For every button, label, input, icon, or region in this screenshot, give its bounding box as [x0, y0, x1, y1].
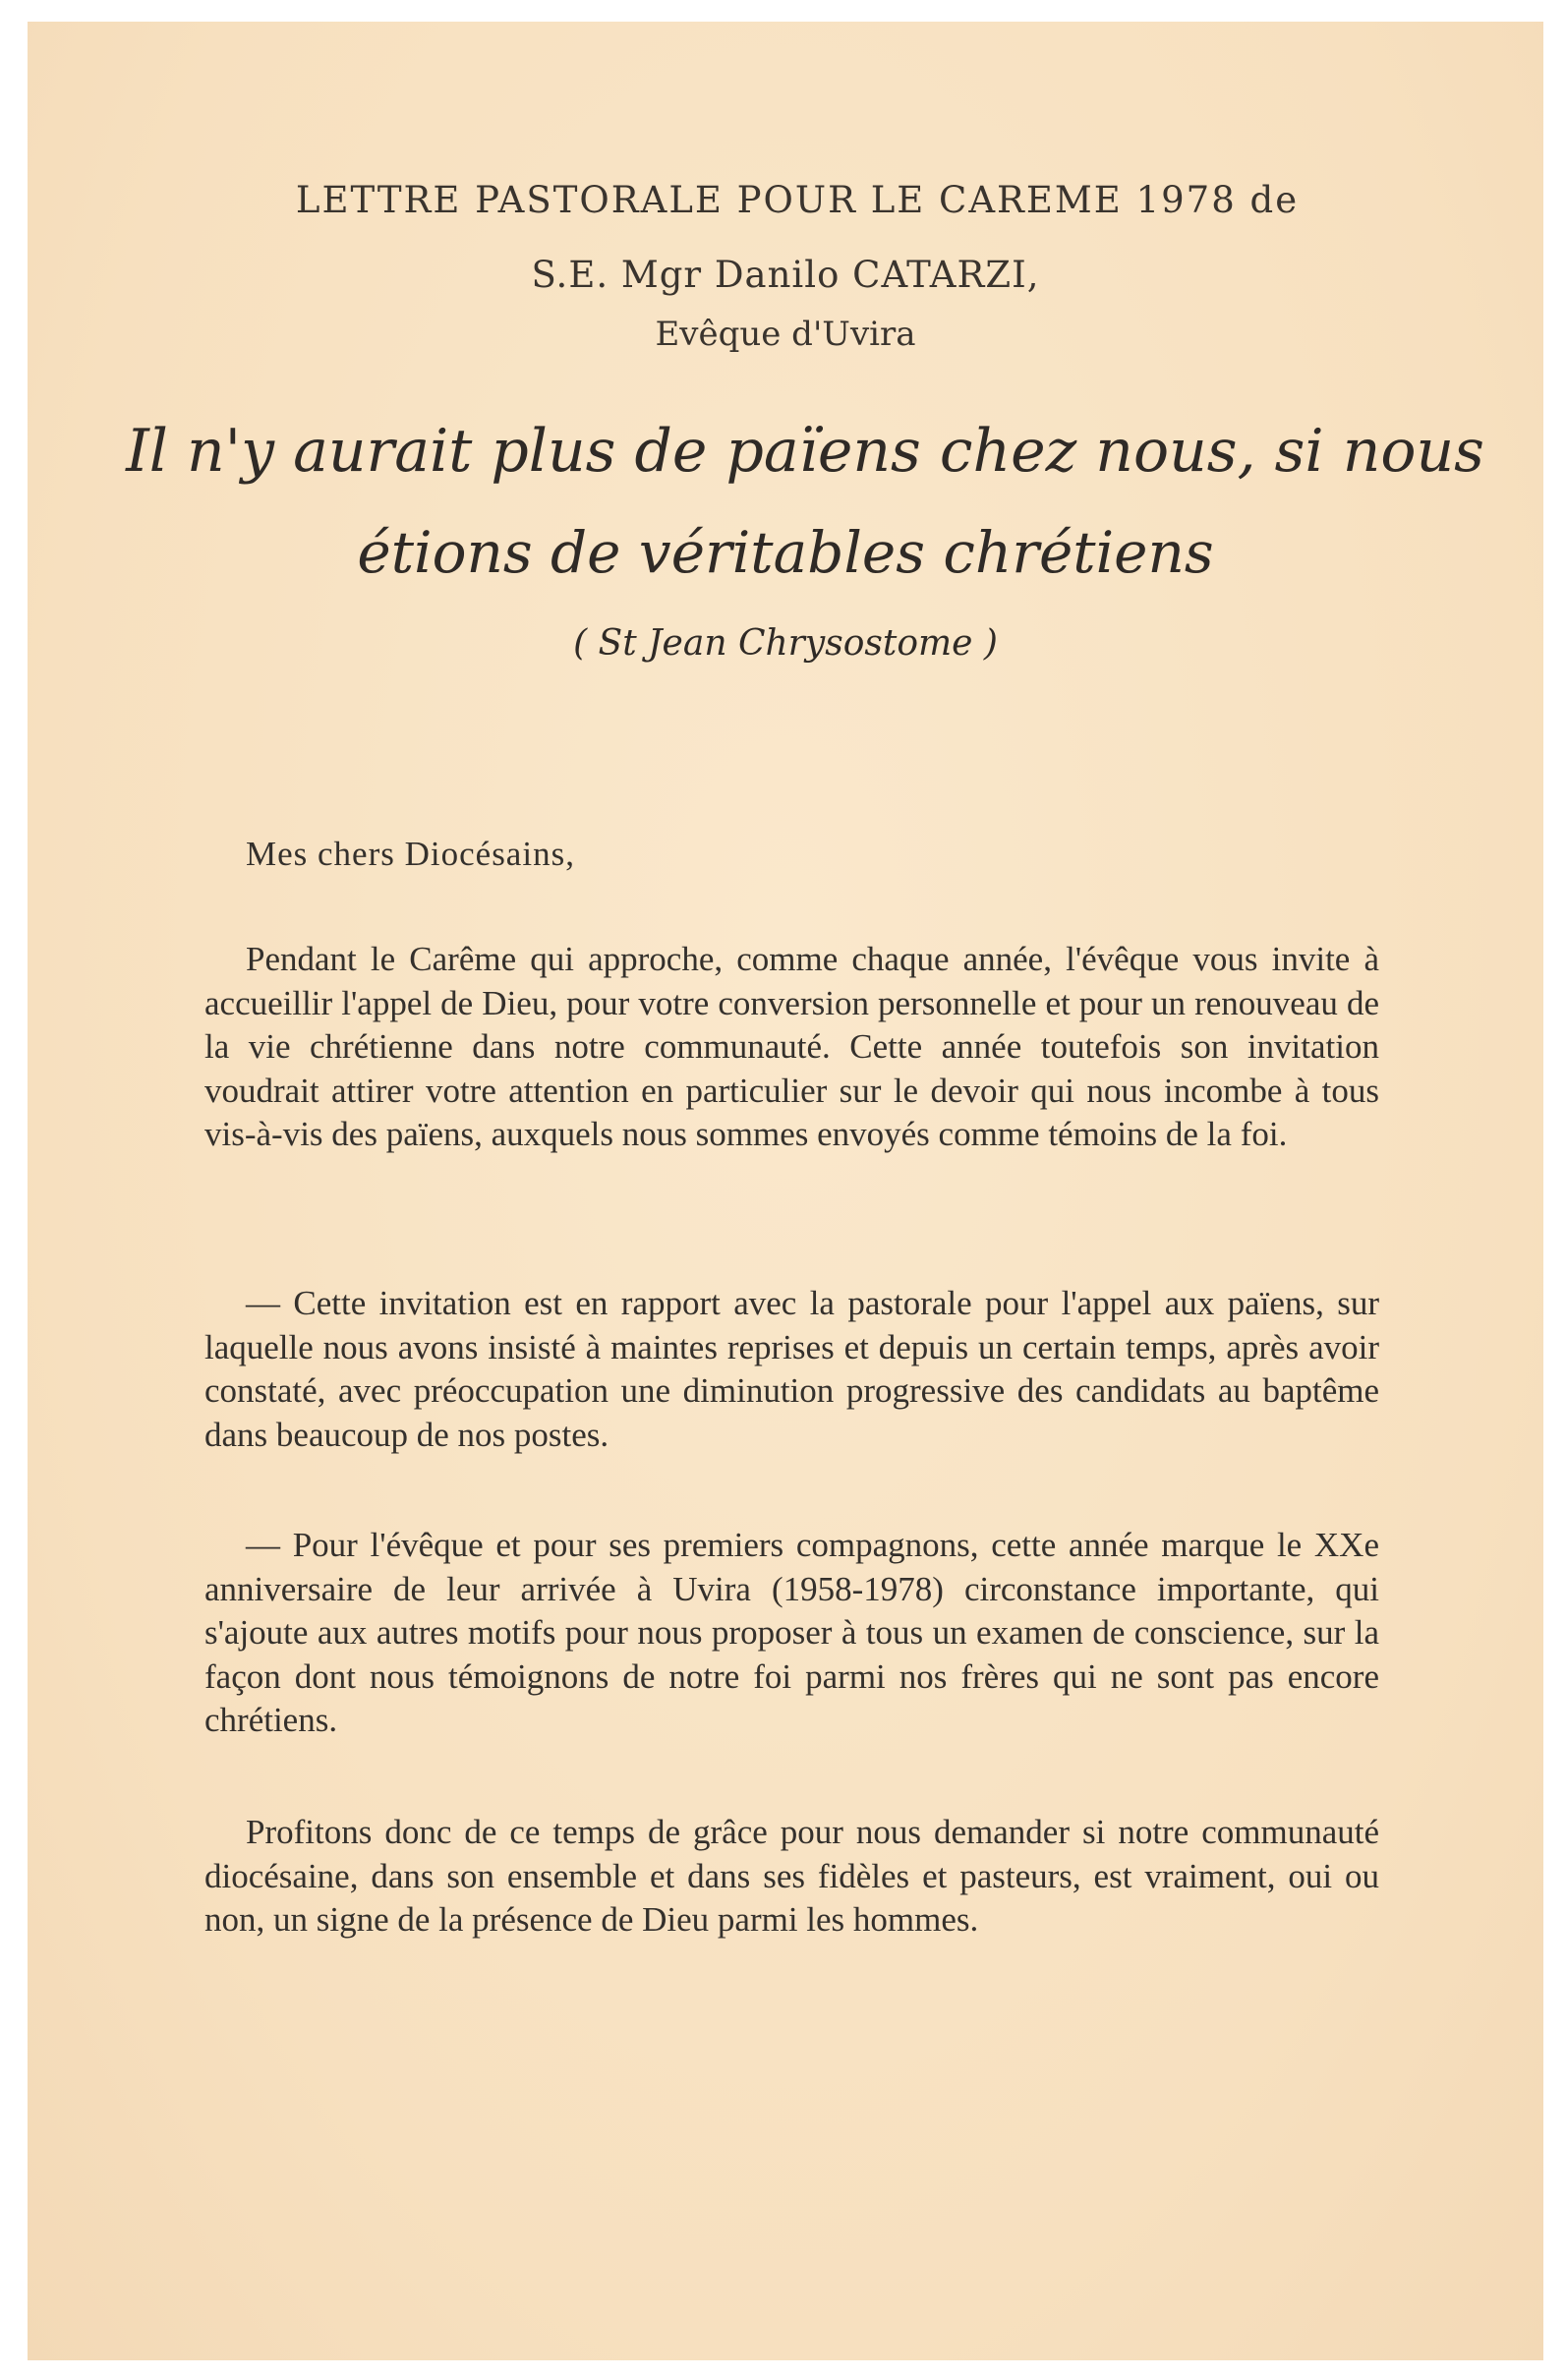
- paragraph-text: — Pour l'évêque et pour ses premiers compagnons, cette année marque le XXe anniversaire de leur arrivée à Uvira (1958-1978) circonstance importante, qui s'ajoute aux autres motifs pour nous proposer à tous un examen de conscience, sur la façon dont nous témoignons de notre foi parmi nos frères qui ne sont pas encore chrétiens.: [204, 1526, 1379, 1739]
- paragraph-text: Profitons donc de ce temps de grâce pour nous demander si notre communauté diocésaine, dans son ensemble et dans ses fidèles et pasteurs, est vraiment, oui ou non, un signe de la présence de Dieu parmi les hommes.: [204, 1813, 1379, 1939]
- author-name: S.E. Mgr Danilo CATARZI,: [531, 254, 1040, 296]
- author-title: Evêque d'Uvira: [655, 315, 916, 354]
- paragraph-4: [204, 1811, 1379, 1943]
- epigraph-line-1: Il n'y aurait plus de païens chez nous, si nous: [126, 417, 1484, 486]
- paragraph-text: — Cette invitation est en rapport avec la pastorale pour l'appel aux païens, sur laquelle nous avons insisté à maintes reprises et depuis un certain temps, après avoir constaté, avec préoccupation une diminution progressive des candidats au baptême dans beaucoup de nos postes.: [204, 1284, 1379, 1454]
- paragraph-2: [204, 1282, 1379, 1457]
- letter-title: LETTRE PASTORALE POUR LE CAREME 1978 de: [295, 179, 1300, 221]
- epigraph-line-2: étions de véritables chrétiens: [357, 519, 1214, 586]
- epigraph-attribution: ( St Jean Chrysostome ): [573, 623, 998, 664]
- paragraph-3: [204, 1524, 1379, 1743]
- paragraph-text: Pendant le Carême qui approche, comme chaque année, l'évêque vous invite à accueillir l'appel de Dieu, pour votre conversion personnelle et pour un renouveau de la vie chrétienne dans notre communauté. Cette année toutefois son invitation voudrait attirer votre attention en particulier sur le devoir qui nous incombe à tous vis-à-vis des païens, auxquels nous sommes envoyés comme témoins de la foi.: [204, 940, 1379, 1153]
- document-page: [28, 22, 1543, 2360]
- paragraph-1: [204, 938, 1379, 1157]
- salutation: Mes chers Diocésains,: [246, 835, 575, 873]
